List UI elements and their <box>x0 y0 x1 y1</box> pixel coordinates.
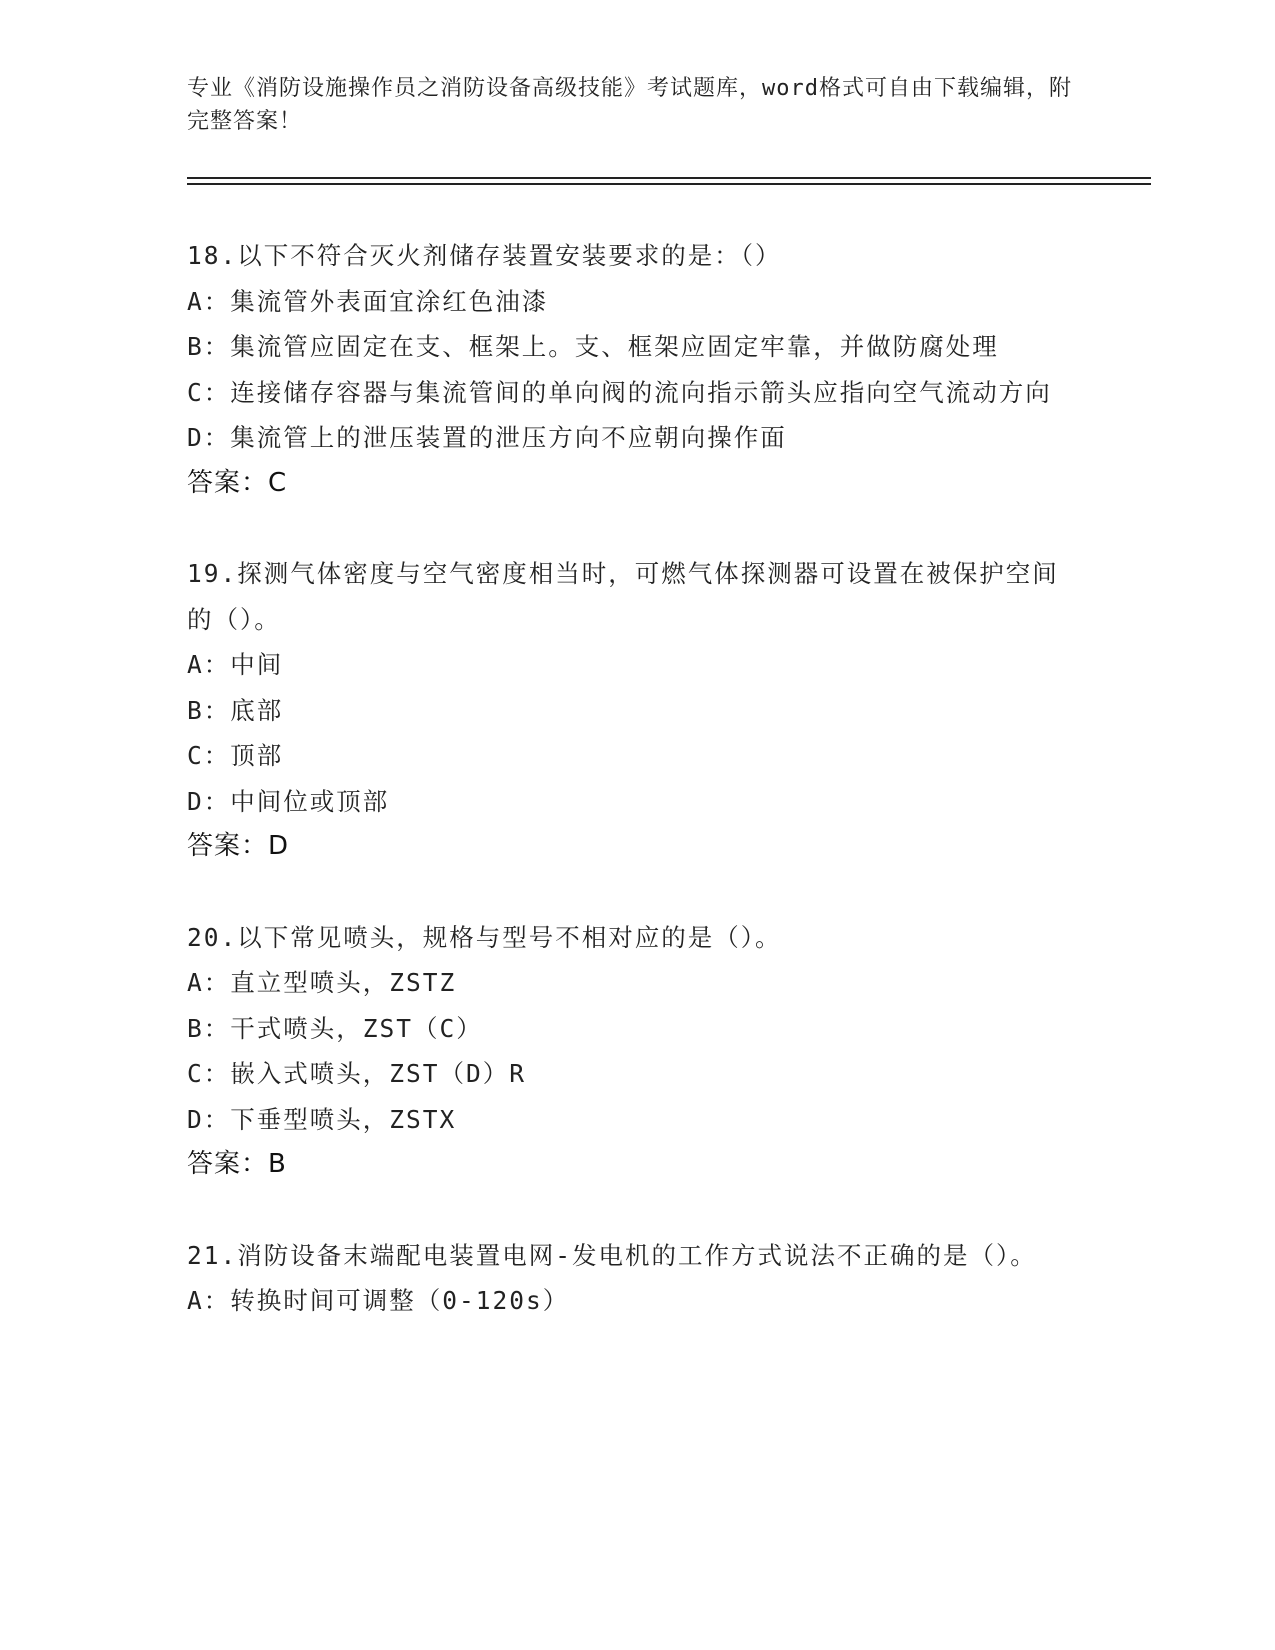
option-b: B：集流管应固定在支、框架上。支、框架应固定牢靠，并做防腐处理 <box>187 332 999 361</box>
answer: 答案：B <box>187 1149 287 1179</box>
option-a: A：集流管外表面宜涂红色油漆 <box>187 286 549 316</box>
option-d: D：下垂型喷头，ZSTX <box>187 1104 457 1134</box>
question-stem: 21.消防设备末端配电装置电网-发电机的工作方式说法不正确的是（）。 <box>187 1240 1037 1270</box>
answer: 答案：C <box>187 467 288 498</box>
option-a: A：转换时间可调整（0-120s） <box>187 1286 570 1315</box>
question-18 <box>187 233 1077 506</box>
question-stem: 19.探测气体密度与空气密度相当时，可燃气体探测器可设置在被保护空间的（）。 <box>187 559 1059 634</box>
header-rule-top <box>187 177 1151 179</box>
header-rule-bottom <box>187 183 1151 185</box>
question-list <box>187 233 1077 1324</box>
option-a: A：中间 <box>187 650 284 679</box>
question-20 <box>187 915 1077 1188</box>
option-c: C：嵌入式喷头，ZST（D）R <box>187 1059 527 1088</box>
option-b: B：干式喷头，ZST（C） <box>187 1013 483 1043</box>
option-a: A：直立型喷头，ZSTZ <box>187 968 457 997</box>
option-c: C：连接储存容器与集流管间的单向阀的流向指示箭头应指向空气流动方向 <box>187 377 1052 407</box>
option-c: C：顶部 <box>187 741 284 770</box>
question-stem: 18.以下不符合灭火剂储存装置安装要求的是：（） <box>187 241 782 270</box>
question-19 <box>187 551 1077 870</box>
option-d: D：集流管上的泄压装置的泄压方向不应朝向操作面 <box>187 423 787 452</box>
document-header: 专业《消防设施操作员之消防设备高级技能》考试题库，word格式可自由下载编辑，附完整答案！ <box>187 76 1072 134</box>
answer: 答案：D <box>187 831 290 861</box>
option-b: B：底部 <box>187 695 284 725</box>
question-21 <box>187 1233 1077 1324</box>
option-d: D：中间位或顶部 <box>187 786 390 816</box>
question-stem: 20.以下常见喷头，规格与型号不相对应的是（）。 <box>187 922 782 952</box>
